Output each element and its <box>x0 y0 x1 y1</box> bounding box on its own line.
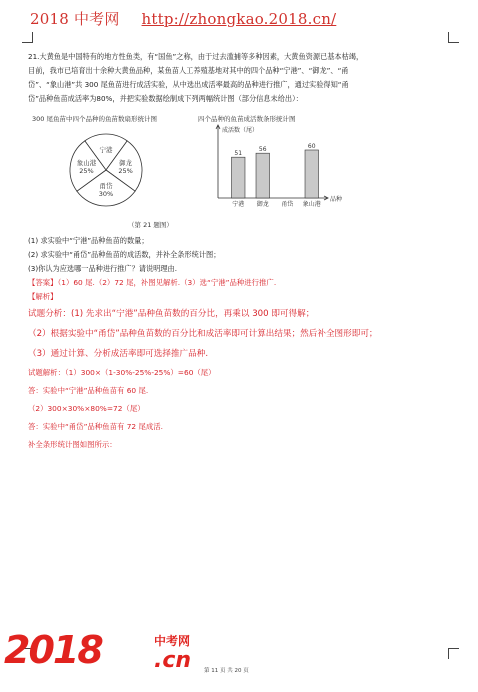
site-logo <box>4 628 204 674</box>
bar <box>256 153 269 198</box>
pie-slice-percent: 25% <box>118 166 133 175</box>
pie-slice-label: 甬岱 <box>99 181 113 190</box>
bar-chart-svg <box>188 112 343 216</box>
question-stem <box>28 50 448 106</box>
sub-question-2: (2) 求实验中“甬岱”品种鱼苗的成活数，并补全条形统计图； <box>28 250 221 259</box>
sub-questions <box>28 234 448 276</box>
bar <box>305 150 318 198</box>
site-name: 2018 中考网 <box>30 10 120 28</box>
question-figure <box>28 112 448 230</box>
sub-question-3: (3)你认为应选哪一品种进行推广？请说明理由. <box>28 264 178 273</box>
analysis-tag: 【解析】 <box>28 292 58 301</box>
pie-chart-svg <box>32 112 182 216</box>
category-label: 宁港 <box>232 201 245 208</box>
solution-line: 答：实验中“甬岱”品种鱼苗有 72 尾成活. <box>28 422 163 431</box>
pie-chart <box>32 112 182 216</box>
pie-slice-label: 御龙 <box>119 158 133 167</box>
pie-slice-label: 宁港 <box>99 146 113 155</box>
solution-line: 补全条形统计图如图所示： <box>28 440 117 449</box>
bar-value-label: 56 <box>258 146 267 154</box>
bar-value-label: 51 <box>234 150 243 158</box>
logo-side <box>154 632 191 673</box>
answer-summary: 【答案】（1）60 尾.（2）72 尾，补图见解析.（3）选“宁港”品种进行推广. <box>28 278 277 287</box>
category-label: 御龙 <box>256 201 269 208</box>
solution-line: 答：实验中“宁港”品种鱼苗有 60 尾. <box>28 386 149 395</box>
pie-slice-percent: 25% <box>79 166 94 175</box>
bar-chart-title: 四个品种的鱼苗成活数条形统计图 <box>198 115 296 123</box>
pie-chart-title: 300 尾鱼苗中四个品种的鱼苗数扇形统计图 <box>32 115 157 123</box>
solution-line: （2）300×30%×80%=72（尾） <box>28 404 145 413</box>
bar <box>232 157 245 198</box>
logo-number: 2018 <box>4 628 102 672</box>
site-url-link[interactable]: http://zhongkao.2018.cn/ <box>141 10 337 28</box>
question-content <box>28 50 448 454</box>
page-number: 第 11 页 共 20 页 <box>204 668 249 674</box>
analysis-line: 试题分析：(1) 先求出“宁港”品种鱼苗数的百分比，再乘以 300 即可得解； <box>28 309 315 319</box>
bar-chart <box>188 112 343 216</box>
y-axis-label: 成活数（尾） <box>222 127 259 134</box>
crop-mark-top-right <box>448 32 459 43</box>
analysis-line: （2）根据实验中“甬岱”品种鱼苗数的百分比和成活率即可计算出结果；然后补全图形即可； <box>28 329 378 339</box>
page-header <box>30 8 336 29</box>
category-label: 甬岱 <box>281 201 294 208</box>
crop-mark-top-left <box>22 32 33 43</box>
crop-mark-bottom-right <box>448 648 459 659</box>
solution-line: 试题解析：（1）300×（1-30%-25%-25%）=60（尾） <box>28 368 216 377</box>
figure-caption: （第 21 题图） <box>128 221 173 229</box>
pie-slice-percent: 30% <box>98 189 114 198</box>
analysis-line: （3）通过计算、分析成活率即可选择推广品种. <box>28 349 209 359</box>
question-line: 目前，我市已培育出十余种大黄鱼品种，某鱼苗人工养殖基地对其中的四个品种“宁港”、“御龙”、“甬 <box>28 66 349 75</box>
question-line: 岱”、“象山港”共 300 尾鱼苗进行成活实验，从中选出成活率最高的品种进行推广，通过实验得知“甬 <box>28 80 349 89</box>
category-label: 象山港 <box>302 201 321 208</box>
sub-question-1: (1) 求实验中“宁港”品种鱼苗的数量； <box>28 236 149 245</box>
pie-slice-label: 象山港 <box>76 158 97 167</box>
bar-value-label: 60 <box>307 143 316 150</box>
logo-domain: .cn <box>154 648 192 673</box>
logo-site-name: 中考网 <box>154 634 191 648</box>
x-axis-label: 品种 <box>330 196 343 203</box>
question-line: 岱”品种鱼苗成活率为80%，并把实验数据绘制成下列两幅统计图（部分信息未给出）： <box>28 94 303 103</box>
question-line: 21.大黄鱼是中国特有的地方性鱼类，有“国鱼”之称，由于过去滥捕等多种因素，大黄鱼资源已基本枯竭， <box>28 52 364 61</box>
